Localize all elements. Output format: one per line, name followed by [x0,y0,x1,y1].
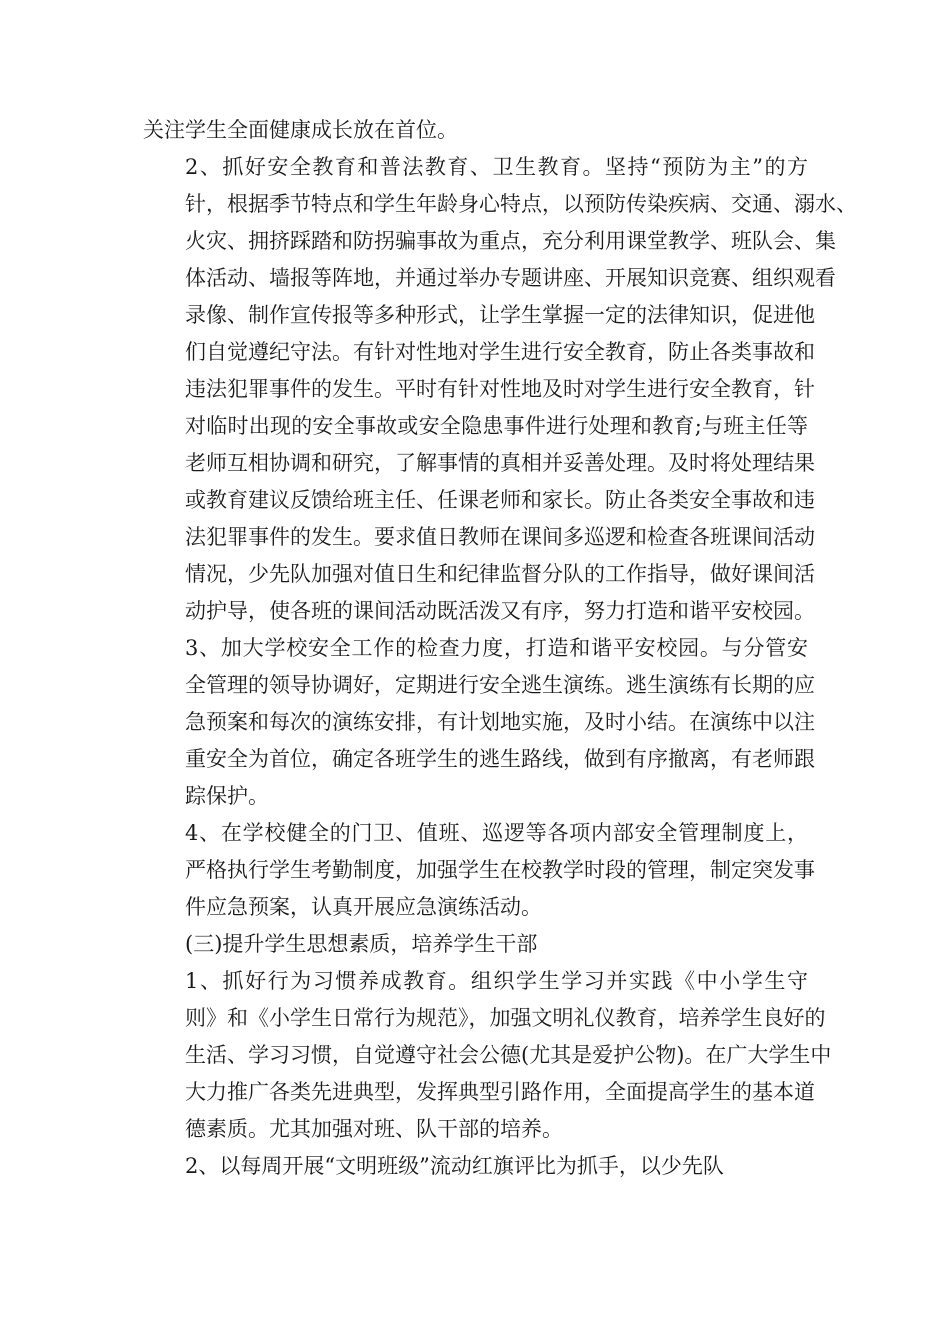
text-line: 关注学生全面健康成长放在首位。 [143,118,458,142]
text-line: 生活、学习习惯，自觉遵守社会公德(尤其是爱护公物)。在广大学生中 [185,1043,832,1067]
text-line: 情况，少先队加强对值日生和纪律监督分队的工作指导，做好课间活 [185,562,815,586]
text-line: (三)提升学生思想素质，培养学生干部 [185,932,538,956]
text-line: 全管理的领导协调好，定期进行安全逃生演练。逃生演练有长期的应 [185,673,815,697]
text-line: 德素质。尤其加强对班、队干部的培养。 [185,1117,563,1141]
text-line: 针，根据季节特点和学生年龄身心特点，以预防传染疾病、交通、溺水、 [185,192,857,216]
text-line: 大力推广各类先进典型，发挥典型引路作用，全面提高学生的基本道 [185,1080,815,1104]
text-line: 们自觉遵纪守法。有针对性地对学生进行安全教育，防止各类事故和 [185,340,815,364]
text-line: 2、以每周开展“文明班级”流动红旗评比为抓手，以少先队 [185,1154,724,1178]
text-line: 对临时出现的安全事故或安全隐患事件进行处理和教育;与班主任等 [185,414,808,438]
text-line: 2、抓好安全教育和普法教育、卫生教育。坚持“预防为主”的方 [185,155,808,179]
paragraph [143,112,808,149]
text-line: 法犯罪事件的发生。要求值日教师在课间多巡逻和检查各班课间活动 [185,525,815,549]
text-line: 违法犯罪事件的发生。平时有针对性地及时对学生进行安全教育，针 [185,377,815,401]
text-line: 重安全为首位，确定各班学生的逃生路线，做到有序撤离，有老师跟 [185,747,815,771]
text-line: 体活动、墙报等阵地，并通过举办专题讲座、开展知识竞赛、组织观看 [185,266,836,290]
text-line: 急预案和每次的演练安排，有计划地实施，及时小结。在演练中以注 [185,710,815,734]
text-line: 则》和《小学生日常行为规范》，加强文明礼仪教育，培养学生良好的 [185,1006,826,1030]
text-line: 4、在学校健全的门卫、值班、巡逻等各项内部安全管理制度上， [185,821,808,845]
text-line: 火灾、拥挤踩踏和防拐骗事故为重点，充分利用课堂教学、班队会、集 [185,229,836,253]
paragraph [143,1148,808,1185]
paragraph [143,963,832,1148]
text-line: 动护导，使各班的课间活动既活泼又有序，努力打造和谐平安校园。 [185,599,815,623]
document-body [143,112,857,1185]
text-line: 踪保护。 [185,784,269,808]
text-line: 1、抓好行为习惯养成教育。组织学生学习并实践《中小学生守 [185,969,808,993]
text-line: 件应急预案，认真开展应急演练活动。 [185,895,542,919]
paragraph [143,630,815,815]
paragraph [143,149,857,630]
paragraph [143,926,808,963]
text-line: 或教育建议反馈给班主任、任课老师和家长。防止各类安全事故和违 [185,488,815,512]
paragraph [143,815,815,926]
text-line: 3、加大学校安全工作的检查力度，打造和谐平安校园。与分管安 [185,636,808,660]
text-line: 严格执行学生考勤制度，加强学生在校教学时段的管理，制定突发事 [185,858,815,882]
text-line: 老师互相协调和研究，了解事情的真相并妥善处理。及时将处理结果 [185,451,815,475]
text-line: 录像、制作宣传报等多种形式，让学生掌握一定的法律知识，促进他 [185,303,815,327]
